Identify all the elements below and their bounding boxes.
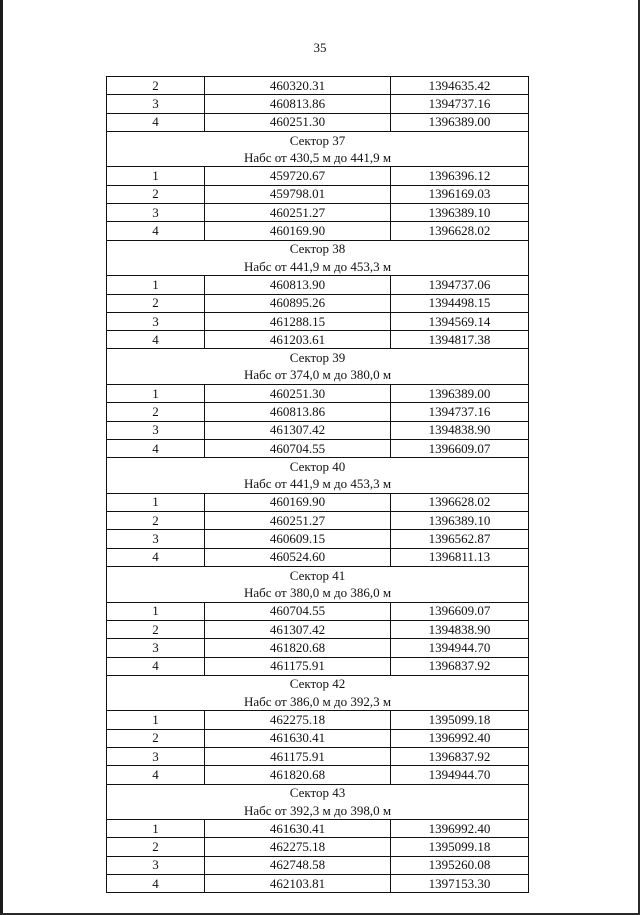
table-row (107, 167, 529, 185)
point-number-cell: 3 (107, 856, 205, 874)
x-coordinate-cell: 460813.86 (205, 95, 391, 113)
table-row (107, 312, 529, 330)
x-coordinate-cell: 460704.55 (205, 602, 391, 620)
point-number-cell: 2 (107, 620, 205, 638)
point-number-cell: 3 (107, 204, 205, 222)
y-coordinate-cell: 1396628.02 (391, 493, 529, 511)
y-coordinate-cell: 1395099.18 (391, 838, 529, 856)
x-coordinate-cell: 460251.30 (205, 385, 391, 403)
x-coordinate-cell: 460169.90 (205, 493, 391, 511)
y-coordinate-cell: 1396389.00 (391, 113, 529, 131)
y-coordinate-cell: 1397153.30 (391, 875, 529, 893)
point-number-cell: 2 (107, 185, 205, 203)
table-row (107, 77, 529, 95)
point-number-cell: 1 (107, 385, 205, 403)
point-number-cell: 4 (107, 222, 205, 240)
point-number-cell: 2 (107, 512, 205, 530)
x-coordinate-cell: 462748.58 (205, 856, 391, 874)
sector-height-range: Набс от 441,9 м до 453,3 м (107, 258, 529, 276)
sector-title-row (107, 240, 529, 258)
y-coordinate-cell: 1396396.12 (391, 167, 529, 185)
y-coordinate-cell: 1396389.00 (391, 385, 529, 403)
sector-title-row (107, 131, 529, 149)
x-coordinate-cell: 460251.30 (205, 113, 391, 131)
sector-height-range: Набс от 380,0 м до 386,0 м (107, 584, 529, 602)
y-coordinate-cell: 1395260.08 (391, 856, 529, 874)
y-coordinate-cell: 1396992.40 (391, 820, 529, 838)
sector-title: Сектор 39 (107, 349, 529, 367)
x-coordinate-cell: 459798.01 (205, 185, 391, 203)
y-coordinate-cell: 1396628.02 (391, 222, 529, 240)
y-coordinate-cell: 1396389.10 (391, 512, 529, 530)
sector-title-row (107, 349, 529, 367)
y-coordinate-cell: 1394635.42 (391, 77, 529, 95)
x-coordinate-cell: 462275.18 (205, 838, 391, 856)
table-row (107, 875, 529, 893)
table-row (107, 639, 529, 657)
sector-height-range: Набс от 392,3 м до 398,0 м (107, 802, 529, 820)
coordinates-table-body (107, 77, 529, 893)
x-coordinate-cell: 461175.91 (205, 657, 391, 675)
point-number-cell: 3 (107, 530, 205, 548)
x-coordinate-cell: 460704.55 (205, 439, 391, 457)
y-coordinate-cell: 1395099.18 (391, 711, 529, 729)
sector-height-range-row (107, 693, 529, 711)
page-number: 35 (313, 40, 327, 55)
x-coordinate-cell: 459720.67 (205, 167, 391, 185)
sector-height-range: Набс от 441,9 м до 453,3 м (107, 476, 529, 494)
point-number-cell: 4 (107, 439, 205, 457)
y-coordinate-cell: 1396169.03 (391, 185, 529, 203)
point-number-cell: 4 (107, 657, 205, 675)
table-row (107, 657, 529, 675)
point-number-cell: 3 (107, 639, 205, 657)
sector-height-range: Набс от 374,0 м до 380,0 м (107, 367, 529, 385)
point-number-cell: 3 (107, 747, 205, 765)
x-coordinate-cell: 460813.90 (205, 276, 391, 294)
table-row (107, 512, 529, 530)
table-row (107, 711, 529, 729)
sector-height-range-row (107, 476, 529, 494)
x-coordinate-cell: 462103.81 (205, 875, 391, 893)
point-number-cell: 1 (107, 167, 205, 185)
x-coordinate-cell: 461307.42 (205, 620, 391, 638)
y-coordinate-cell: 1394737.06 (391, 276, 529, 294)
point-number-cell: 4 (107, 331, 205, 349)
sector-title-row (107, 458, 529, 476)
y-coordinate-cell: 1396609.07 (391, 602, 529, 620)
x-coordinate-cell: 461630.41 (205, 729, 391, 747)
y-coordinate-cell: 1396389.10 (391, 204, 529, 222)
point-number-cell: 2 (107, 294, 205, 312)
x-coordinate-cell: 460320.31 (205, 77, 391, 95)
point-number-cell: 2 (107, 729, 205, 747)
sector-title-row (107, 784, 529, 802)
x-coordinate-cell: 461630.41 (205, 820, 391, 838)
sector-height-range-row (107, 149, 529, 167)
x-coordinate-cell: 461820.68 (205, 639, 391, 657)
y-coordinate-cell: 1394838.90 (391, 421, 529, 439)
y-coordinate-cell: 1394944.70 (391, 766, 529, 784)
sector-height-range-row (107, 802, 529, 820)
y-coordinate-cell: 1394838.90 (391, 620, 529, 638)
y-coordinate-cell: 1394737.16 (391, 403, 529, 421)
y-coordinate-cell: 1396837.92 (391, 657, 529, 675)
x-coordinate-cell: 461175.91 (205, 747, 391, 765)
table-row (107, 838, 529, 856)
point-number-cell: 3 (107, 95, 205, 113)
x-coordinate-cell: 461288.15 (205, 312, 391, 330)
y-coordinate-cell: 1396811.13 (391, 548, 529, 566)
table-row (107, 729, 529, 747)
x-coordinate-cell: 461307.42 (205, 421, 391, 439)
table-row (107, 403, 529, 421)
table-row (107, 222, 529, 240)
y-coordinate-cell: 1396562.87 (391, 530, 529, 548)
x-coordinate-cell: 461820.68 (205, 766, 391, 784)
point-number-cell: 1 (107, 602, 205, 620)
point-number-cell: 3 (107, 312, 205, 330)
table-row (107, 548, 529, 566)
sector-height-range: Набс от 430,5 м до 441,9 м (107, 149, 529, 167)
table-row (107, 204, 529, 222)
table-row (107, 530, 529, 548)
x-coordinate-cell: 460251.27 (205, 204, 391, 222)
y-coordinate-cell: 1396837.92 (391, 747, 529, 765)
table-row (107, 95, 529, 113)
point-number-cell: 1 (107, 820, 205, 838)
x-coordinate-cell: 462275.18 (205, 711, 391, 729)
x-coordinate-cell: 460169.90 (205, 222, 391, 240)
point-number-cell: 3 (107, 421, 205, 439)
y-coordinate-cell: 1394817.38 (391, 331, 529, 349)
point-number-cell: 2 (107, 77, 205, 95)
point-number-cell: 4 (107, 875, 205, 893)
x-coordinate-cell: 460813.86 (205, 403, 391, 421)
y-coordinate-cell: 1394737.16 (391, 95, 529, 113)
y-coordinate-cell: 1396609.07 (391, 439, 529, 457)
table-row (107, 113, 529, 131)
point-number-cell: 1 (107, 711, 205, 729)
sector-height-range-row (107, 367, 529, 385)
scan-edge-left (0, 0, 3, 915)
table-row (107, 493, 529, 511)
y-coordinate-cell: 1394569.14 (391, 312, 529, 330)
sector-height-range-row (107, 584, 529, 602)
point-number-cell: 4 (107, 766, 205, 784)
sector-title-row (107, 675, 529, 693)
sector-height-range-row (107, 258, 529, 276)
table-row (107, 294, 529, 312)
table-row (107, 766, 529, 784)
sector-height-range: Набс от 386,0 м до 392,3 м (107, 693, 529, 711)
x-coordinate-cell: 460524.60 (205, 548, 391, 566)
table-row (107, 856, 529, 874)
table-row (107, 439, 529, 457)
x-coordinate-cell: 461203.61 (205, 331, 391, 349)
sector-title-row (107, 567, 529, 585)
sector-title: Сектор 42 (107, 675, 529, 693)
table-row (107, 385, 529, 403)
x-coordinate-cell: 460251.27 (205, 512, 391, 530)
table-row (107, 620, 529, 638)
point-number-cell: 4 (107, 548, 205, 566)
y-coordinate-cell: 1396992.40 (391, 729, 529, 747)
sector-title: Сектор 40 (107, 458, 529, 476)
table-row (107, 276, 529, 294)
point-number-cell: 1 (107, 276, 205, 294)
sector-title: Сектор 37 (107, 131, 529, 149)
y-coordinate-cell: 1394944.70 (391, 639, 529, 657)
table-row (107, 331, 529, 349)
table-row (107, 421, 529, 439)
point-number-cell: 4 (107, 113, 205, 131)
y-coordinate-cell: 1394498.15 (391, 294, 529, 312)
coordinates-table (106, 76, 529, 893)
x-coordinate-cell: 460609.15 (205, 530, 391, 548)
point-number-cell: 1 (107, 493, 205, 511)
table-row (107, 747, 529, 765)
table-row (107, 185, 529, 203)
x-coordinate-cell: 460895.26 (205, 294, 391, 312)
table-row (107, 602, 529, 620)
point-number-cell: 2 (107, 838, 205, 856)
sector-title: Сектор 41 (107, 567, 529, 585)
table-row (107, 820, 529, 838)
sector-title: Сектор 43 (107, 784, 529, 802)
sector-title: Сектор 38 (107, 240, 529, 258)
point-number-cell: 2 (107, 403, 205, 421)
